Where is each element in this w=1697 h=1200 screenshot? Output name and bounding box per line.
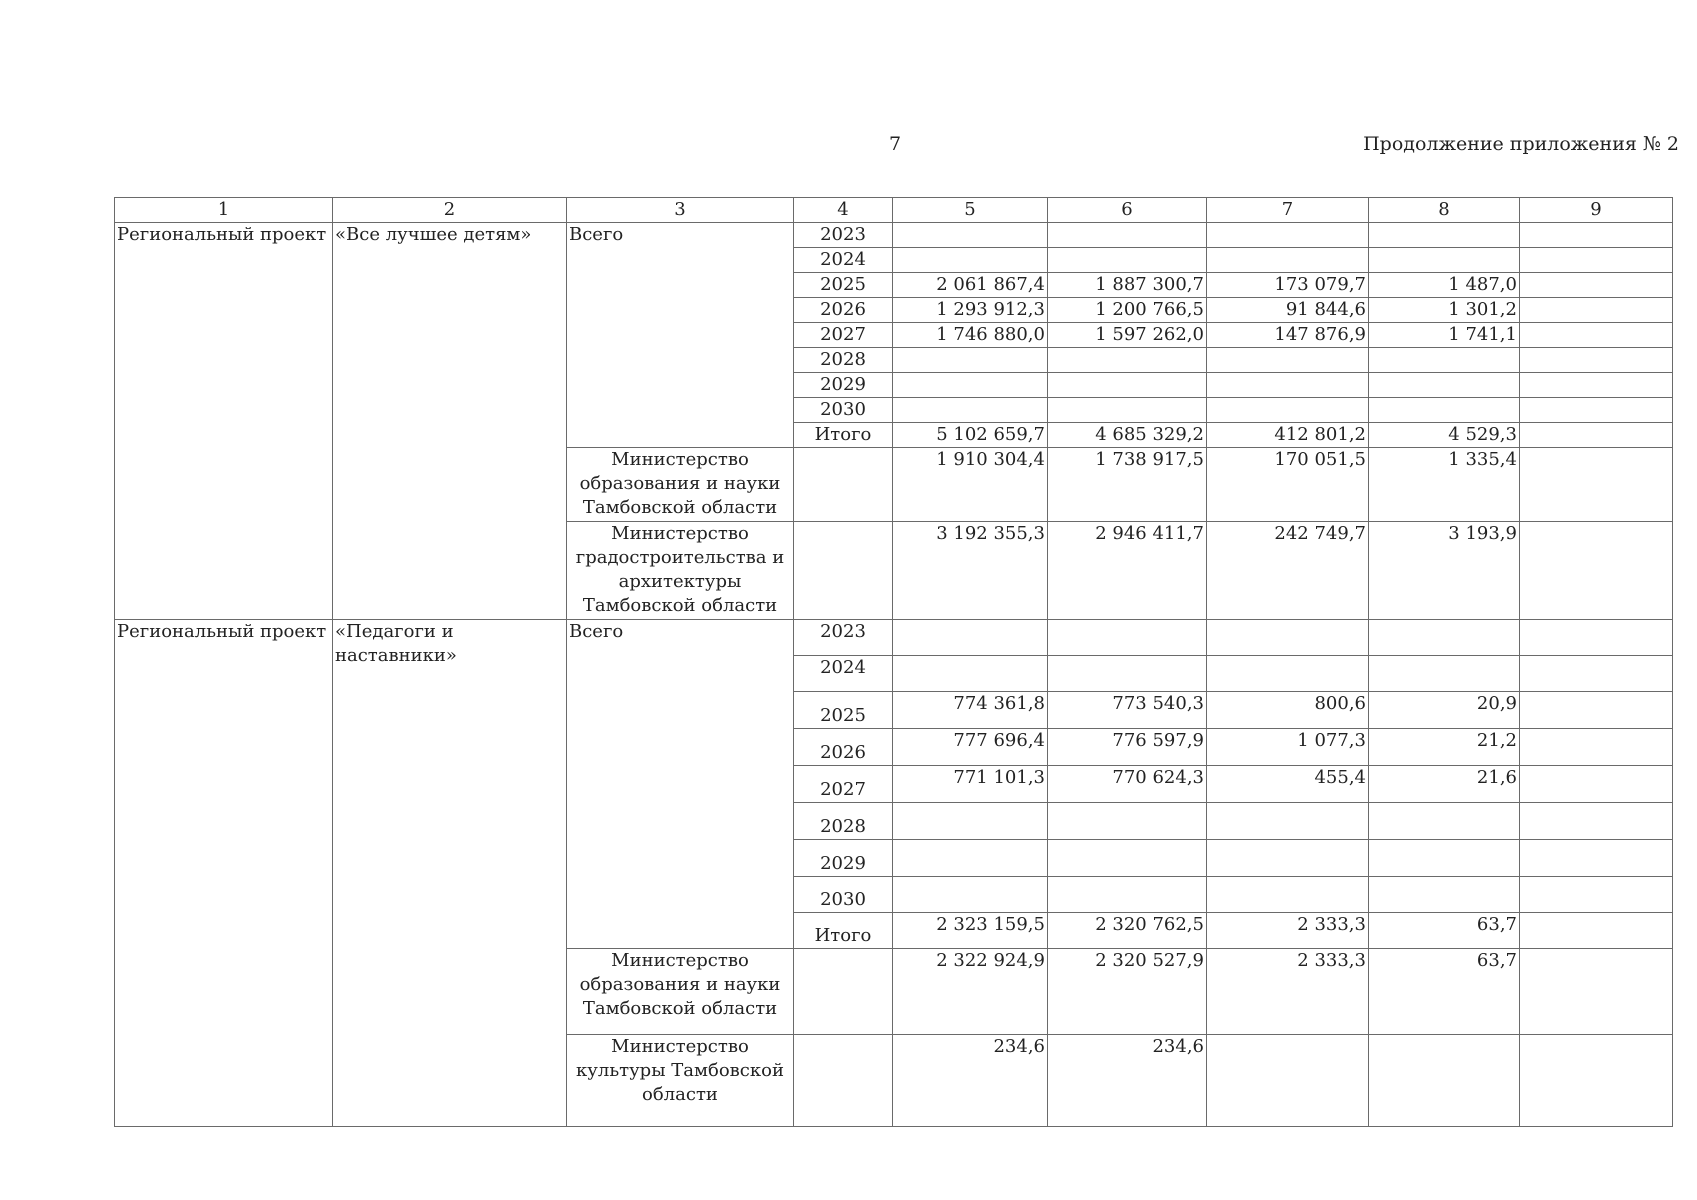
value-cell: 2 946 411,7 <box>1048 522 1207 620</box>
value-cell <box>1048 223 1207 248</box>
value-cell: 2 333,3 <box>1207 949 1369 1035</box>
year-cell: 2027 <box>794 323 893 348</box>
value-cell: 2 322 924,9 <box>893 949 1048 1035</box>
value-cell: 1 738 917,5 <box>1048 448 1207 522</box>
value-cell: 234,6 <box>1048 1035 1207 1127</box>
value-cell <box>1520 273 1673 298</box>
value-cell <box>1369 223 1520 248</box>
value-cell: 242 749,7 <box>1207 522 1369 620</box>
appendix-continuation-label: Продолжение приложения № 2 <box>1363 133 1679 155</box>
value-cell <box>1207 840 1369 877</box>
value-cell <box>1520 448 1673 522</box>
value-cell <box>893 373 1048 398</box>
value-cell <box>1520 298 1673 323</box>
value-cell: 455,4 <box>1207 766 1369 803</box>
value-cell <box>1207 803 1369 840</box>
value-cell <box>893 656 1048 692</box>
value-cell <box>1520 729 1673 766</box>
value-cell <box>1207 877 1369 913</box>
value-cell <box>1520 803 1673 840</box>
value-cell <box>1048 803 1207 840</box>
column-number: 9 <box>1520 198 1673 223</box>
value-cell <box>1520 398 1673 423</box>
value-cell: 1 487,0 <box>1369 273 1520 298</box>
value-cell <box>1369 840 1520 877</box>
value-cell: 2 333,3 <box>1207 913 1369 949</box>
year-cell: 2026 <box>794 729 893 766</box>
value-cell <box>1520 656 1673 692</box>
project-name: «Все лучшее детям» <box>333 223 567 620</box>
value-cell: 1 301,2 <box>1369 298 1520 323</box>
value-cell <box>893 840 1048 877</box>
column-number: 2 <box>333 198 567 223</box>
value-cell <box>1207 656 1369 692</box>
year-cell: 2030 <box>794 398 893 423</box>
year-cell: Итого <box>794 423 893 448</box>
column-number: 1 <box>115 198 333 223</box>
value-cell <box>1048 373 1207 398</box>
value-cell: 3 193,9 <box>1369 522 1520 620</box>
value-cell <box>1048 398 1207 423</box>
value-cell: 1 597 262,0 <box>1048 323 1207 348</box>
year-cell: 2024 <box>794 248 893 273</box>
year-cell: 2029 <box>794 840 893 877</box>
value-cell <box>1520 1035 1673 1127</box>
column-number: 7 <box>1207 198 1369 223</box>
value-cell: 63,7 <box>1369 913 1520 949</box>
value-cell <box>1048 656 1207 692</box>
value-cell <box>1369 620 1520 656</box>
value-cell <box>1207 373 1369 398</box>
value-cell: 773 540,3 <box>1048 692 1207 729</box>
project-type: Региональный проект <box>115 223 333 620</box>
value-cell <box>1520 423 1673 448</box>
value-cell: 1 200 766,5 <box>1048 298 1207 323</box>
value-cell <box>1520 877 1673 913</box>
value-cell <box>1207 620 1369 656</box>
value-cell <box>1369 348 1520 373</box>
year-cell: 2030 <box>794 877 893 913</box>
value-cell: 147 876,9 <box>1207 323 1369 348</box>
value-cell: 800,6 <box>1207 692 1369 729</box>
page-number: 7 <box>888 133 902 155</box>
value-cell: 777 696,4 <box>893 729 1048 766</box>
year-cell <box>794 949 893 1035</box>
value-cell <box>1520 840 1673 877</box>
value-cell: 2 320 762,5 <box>1048 913 1207 949</box>
value-cell <box>893 223 1048 248</box>
value-cell: 2 323 159,5 <box>893 913 1048 949</box>
column-number: 5 <box>893 198 1048 223</box>
value-cell <box>1048 840 1207 877</box>
value-cell: 4 529,3 <box>1369 423 1520 448</box>
value-cell: 412 801,2 <box>1207 423 1369 448</box>
year-cell: Итого <box>794 913 893 949</box>
value-cell: 1 887 300,7 <box>1048 273 1207 298</box>
year-cell <box>794 448 893 522</box>
value-cell <box>1520 620 1673 656</box>
value-cell <box>1520 348 1673 373</box>
value-cell: 2 061 867,4 <box>893 273 1048 298</box>
total-label: Всего <box>567 223 794 448</box>
year-cell: 2027 <box>794 766 893 803</box>
value-cell: 771 101,3 <box>893 766 1048 803</box>
column-number: 4 <box>794 198 893 223</box>
value-cell <box>1520 373 1673 398</box>
executor-name: Министерство культуры Тамбовской области <box>567 1035 794 1127</box>
table-row <box>115 620 1673 656</box>
value-cell: 234,6 <box>893 1035 1048 1127</box>
value-cell <box>1369 1035 1520 1127</box>
year-cell: 2025 <box>794 273 893 298</box>
value-cell: 1 335,4 <box>1369 448 1520 522</box>
value-cell <box>1520 766 1673 803</box>
value-cell: 170 051,5 <box>1207 448 1369 522</box>
value-cell <box>893 620 1048 656</box>
year-cell: 2025 <box>794 692 893 729</box>
value-cell <box>893 398 1048 423</box>
value-cell <box>1207 223 1369 248</box>
value-cell <box>1207 398 1369 423</box>
total-label: Всего <box>567 620 794 949</box>
value-cell <box>893 248 1048 273</box>
value-cell <box>1048 248 1207 273</box>
value-cell <box>1520 913 1673 949</box>
value-cell <box>1369 656 1520 692</box>
value-cell: 21,6 <box>1369 766 1520 803</box>
value-cell <box>1207 348 1369 373</box>
value-cell: 20,9 <box>1369 692 1520 729</box>
column-number: 8 <box>1369 198 1520 223</box>
year-cell: 2024 <box>794 656 893 692</box>
executor-name: Министерство образования и науки Тамбовской области <box>567 949 794 1035</box>
budget-table <box>114 197 1673 1127</box>
value-cell <box>1369 373 1520 398</box>
value-cell <box>1520 522 1673 620</box>
year-cell: 2026 <box>794 298 893 323</box>
value-cell <box>1520 323 1673 348</box>
value-cell <box>1369 877 1520 913</box>
year-cell: 2023 <box>794 620 893 656</box>
column-number: 3 <box>567 198 794 223</box>
value-cell: 770 624,3 <box>1048 766 1207 803</box>
value-cell <box>893 348 1048 373</box>
year-cell: 2028 <box>794 803 893 840</box>
executor-name: Министерство образования и науки Тамбовской области <box>567 448 794 522</box>
project-type: Региональный проект <box>115 620 333 1127</box>
year-cell: 2023 <box>794 223 893 248</box>
project-name: «Педагоги и наставники» <box>333 620 567 1127</box>
value-cell <box>1048 620 1207 656</box>
year-cell: 2029 <box>794 373 893 398</box>
year-cell <box>794 1035 893 1127</box>
value-cell <box>1520 949 1673 1035</box>
value-cell: 2 320 527,9 <box>1048 949 1207 1035</box>
value-cell: 774 361,8 <box>893 692 1048 729</box>
value-cell: 1 746 880,0 <box>893 323 1048 348</box>
value-cell <box>1520 223 1673 248</box>
executor-name: Министерство градостроительства и архитектуры Тамбовской области <box>567 522 794 620</box>
column-number: 6 <box>1048 198 1207 223</box>
value-cell <box>1369 398 1520 423</box>
value-cell: 21,2 <box>1369 729 1520 766</box>
table-row <box>115 223 1673 248</box>
column-number-row <box>115 198 1673 223</box>
year-cell <box>794 522 893 620</box>
value-cell <box>893 877 1048 913</box>
value-cell: 91 844,6 <box>1207 298 1369 323</box>
value-cell: 1 910 304,4 <box>893 448 1048 522</box>
value-cell: 776 597,9 <box>1048 729 1207 766</box>
value-cell: 4 685 329,2 <box>1048 423 1207 448</box>
value-cell <box>1048 877 1207 913</box>
value-cell <box>1048 348 1207 373</box>
value-cell: 3 192 355,3 <box>893 522 1048 620</box>
value-cell <box>1207 248 1369 273</box>
value-cell: 173 079,7 <box>1207 273 1369 298</box>
value-cell <box>1369 248 1520 273</box>
value-cell: 5 102 659,7 <box>893 423 1048 448</box>
value-cell <box>1207 1035 1369 1127</box>
value-cell: 1 077,3 <box>1207 729 1369 766</box>
value-cell <box>1369 803 1520 840</box>
value-cell: 63,7 <box>1369 949 1520 1035</box>
value-cell <box>1520 692 1673 729</box>
year-cell: 2028 <box>794 348 893 373</box>
value-cell <box>1520 248 1673 273</box>
value-cell: 1 741,1 <box>1369 323 1520 348</box>
value-cell <box>893 803 1048 840</box>
value-cell: 1 293 912,3 <box>893 298 1048 323</box>
